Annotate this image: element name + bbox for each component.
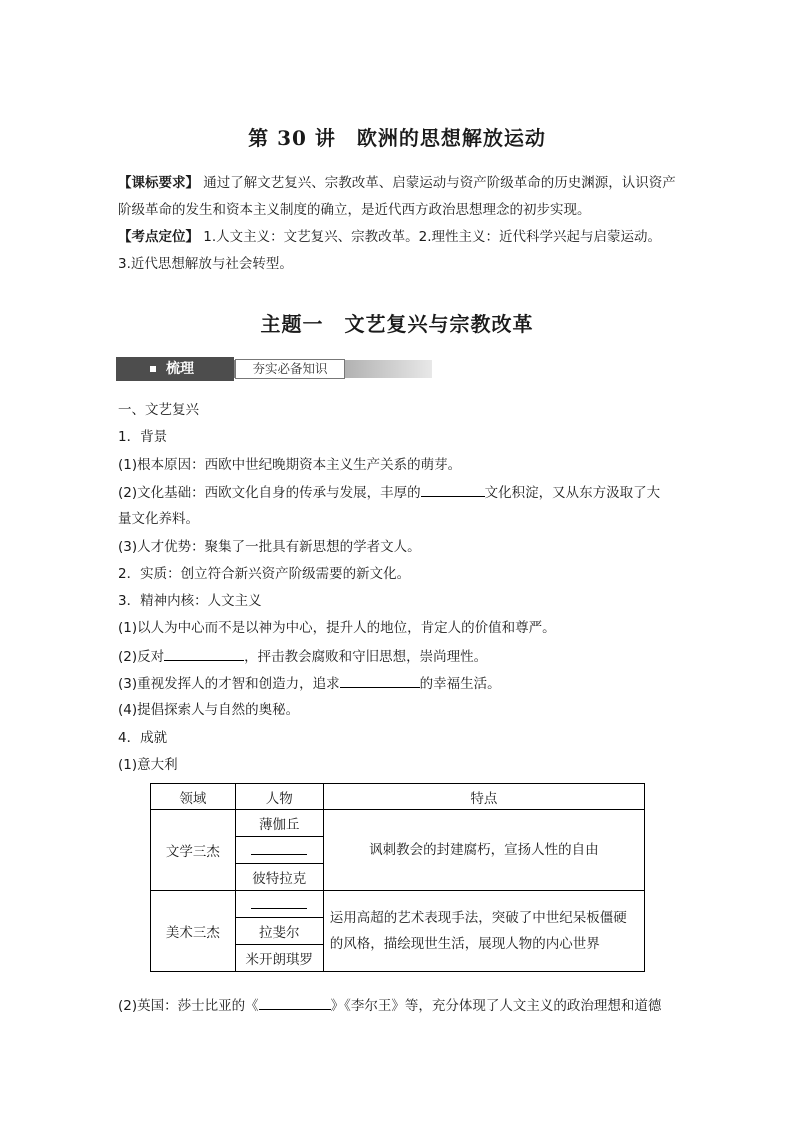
requirements-tag: 【课标要求】 [118,175,199,191]
person-cell: 彼特拉克 [235,864,323,891]
heading-essence: 2．实质：创立符合新兴资产阶级需要的新文化。 [118,566,411,582]
core-item-3 [118,673,501,694]
banner-label: 梳理 [166,361,194,377]
feature-literature: 讽刺教会的封建腐朽，宣扬人性的自由 [323,810,644,891]
positioning-line-2: 3.近代思想解放与社会转型。 [118,256,293,272]
feature-art [323,891,644,972]
person-cell: 薄伽丘 [235,810,323,837]
background-item-3: (3)人才优势：聚集了一批具有新思想的学者文人。 [118,539,421,555]
core-item-4: (4)提倡探索人与自然的奥秘。 [118,702,300,718]
table-header-row [151,784,645,810]
topic-title: 主题一 文艺复兴与宗教改革 [260,312,534,336]
background-item-2 [118,482,660,503]
person-cell: 米开朗琪罗 [235,945,323,972]
requirements-line-1 [118,173,676,193]
banner-sub-box [235,359,345,379]
feature-art-line-1: 运用高超的艺术表现手法，突破了中世纪呆板僵硬 [329,910,627,926]
achievement-england-pre: (2)英国：莎士比亚的《 [118,998,259,1014]
requirements-text-1: 通过了解文艺复兴、宗教改革、启蒙运动与资产阶级革命的历史渊源，认识资产 [203,175,676,191]
core-item-3-post: 的幸福生活。 [419,676,501,692]
table-row [151,891,645,918]
achievement-italy: (1)意大利 [118,757,178,773]
fill-blank[interactable] [251,896,307,909]
header-person: 人物 [235,784,323,810]
header-feature: 特点 [323,784,644,810]
person-cell: 拉斐尔 [235,918,323,945]
core-item-2 [118,646,487,667]
core-item-2-post: ，抨击教会腐败和守旧思想，崇尚理性。 [244,649,488,665]
heading-background: 1．背景 [118,429,168,445]
positioning-tag: 【考点定位】 [118,229,199,245]
background-item-2-cont: 量文化养料。 [118,511,199,527]
header-field: 领域 [151,784,236,810]
background-item-1: (1)根本原因：西欧中世纪晚期资本主义生产关系的萌芽。 [118,457,462,473]
achievement-england [118,995,661,1016]
fill-blank[interactable] [340,673,420,688]
achievement-england-post: 》《李尔王》等，充分体现了人文主义的政治理想和道德 [330,998,662,1014]
positioning-text-1: 1.人文主义：文艺复兴、宗教改革。2.理性主义：近代科学兴起与启蒙运动。 [203,229,662,245]
background-item-2-pre: (2)文化基础：西欧文化自身的传承与发展，丰厚的 [118,485,421,501]
core-item-2-pre: (2)反对 [118,649,165,665]
heading-core-spirit: 3．精神内核：人文主义 [118,593,262,609]
positioning-line-1 [118,227,661,247]
fill-blank[interactable] [259,995,331,1010]
lecture-title: 第 30 讲 欧洲的思想解放运动 [248,126,546,150]
field-art: 美术三杰 [151,891,236,972]
heading-achievements: 4．成就 [118,730,168,746]
background-item-2-post: 文化积淀，又从东方汲取了大 [484,485,661,501]
fill-blank[interactable] [164,646,244,661]
achievements-table [150,783,645,972]
section-banner [116,357,432,381]
section-heading: 一、文艺复兴 [118,402,199,418]
field-literature: 文学三杰 [151,810,236,891]
fill-blank[interactable] [421,482,485,497]
feature-art-line-2: 的风格，描绘现世生活，展现人物的内心世界 [329,936,600,952]
banner-sub-label: 夯实必备知识 [252,361,328,376]
requirements-line-2: 阶级革命的发生和资本主义制度的确立，是近代西方政治思想理念的初步实现。 [118,202,591,218]
table-row [151,810,645,837]
person-cell-blank[interactable] [235,837,323,864]
square-bullet-icon [150,366,156,372]
core-item-1: (1)以人为中心而不是以神为中心，提升人的地位，肯定人的价值和尊严。 [118,620,556,636]
fill-blank[interactable] [251,842,307,855]
core-item-3-pre: (3)重视发挥人的才智和创造力，追求 [118,676,340,692]
person-cell-blank[interactable] [235,891,323,918]
